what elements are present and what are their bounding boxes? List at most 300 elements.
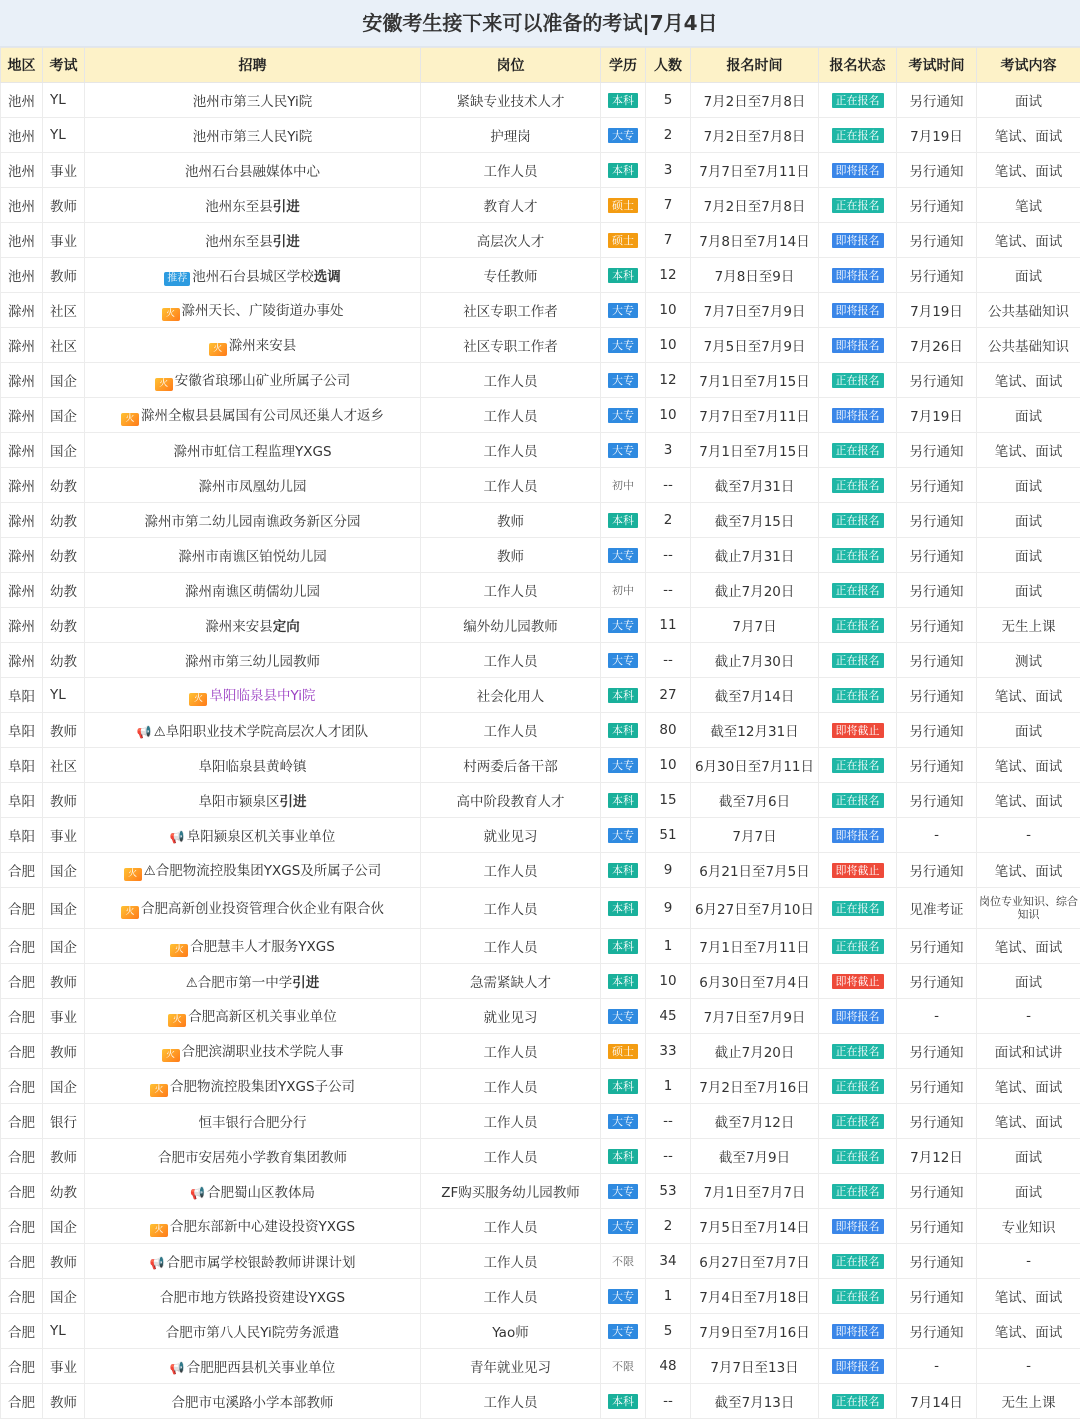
exam-type-cell: 幼教 — [43, 503, 85, 538]
signup-status-cell — [819, 1279, 897, 1314]
signup-status-cell — [819, 1139, 897, 1174]
status-badge: 即将报名 — [832, 1009, 884, 1024]
recruiter-cell — [85, 1069, 421, 1104]
region-cell: 滁州 — [1, 608, 43, 643]
table-row — [1, 293, 1080, 328]
col-exam-time-header: 考试时间 — [897, 48, 977, 83]
signup-status-cell — [819, 83, 897, 118]
recruiter-name: 合肥市安居苑小学教育集团教师 — [158, 1150, 347, 1166]
exam-time-cell: 另行通知 — [897, 678, 977, 713]
status-badge: 即将报名 — [832, 408, 884, 423]
recruiter-name: 池州石台县城区学校 — [192, 268, 314, 285]
region-cell: 合肥 — [1, 1104, 43, 1139]
signup-time-cell: 6月30日至7月11日 — [691, 748, 819, 783]
region-cell: 滁州 — [1, 573, 43, 608]
post-cell: 高中阶段教育人才 — [421, 783, 601, 818]
exam-type-cell: YL — [43, 678, 85, 713]
recruiter-name: 合肥市地方铁路投资建设YXGS — [159, 1290, 346, 1306]
status-badge: 即将截止 — [832, 723, 884, 738]
exam-time-cell: 另行通知 — [897, 223, 977, 258]
education-cell — [601, 363, 646, 398]
exam-type-cell: 幼教 — [43, 643, 85, 678]
table-row — [1, 678, 1080, 713]
table-row — [1, 1104, 1080, 1139]
signup-time-cell: 7月7日 — [691, 818, 819, 853]
signup-time-cell: 7月7日至7月11日 — [691, 153, 819, 188]
signup-time-cell: 截至7月6日 — [691, 783, 819, 818]
education-badge: 大专 — [608, 408, 638, 423]
exam-type-cell: 国企 — [43, 853, 85, 888]
count-cell: 15 — [646, 783, 691, 818]
count-cell: 7 — [646, 188, 691, 223]
table-row — [1, 468, 1080, 503]
signup-time-cell: 截止7月20日 — [691, 573, 819, 608]
count-cell: 2 — [646, 118, 691, 153]
education-cell — [601, 1349, 646, 1384]
post-cell: 教师 — [421, 538, 601, 573]
exam-time-cell: 另行通知 — [897, 748, 977, 783]
status-badge: 正在报名 — [832, 1149, 884, 1164]
count-cell: -- — [646, 1139, 691, 1174]
post-cell: 工作人员 — [421, 643, 601, 678]
recruiter-cell — [85, 999, 421, 1034]
recruiter-cell — [85, 223, 421, 258]
signup-time-cell: 6月27日至7月10日 — [691, 888, 819, 929]
hot-icon: 火 — [124, 868, 142, 881]
exam-time-cell: 另行通知 — [897, 363, 977, 398]
recruiter-cell — [85, 678, 421, 713]
exam-type-cell: YL — [43, 83, 85, 118]
recruiter-name: 阜阳临泉县黄岭镇 — [198, 759, 307, 775]
signup-time-cell: 7月2日至7月16日 — [691, 1069, 819, 1104]
exam-time-cell: 另行通知 — [897, 503, 977, 538]
post-cell: 工作人员 — [421, 1034, 601, 1069]
signup-status-cell — [819, 258, 897, 293]
exam-type-cell: 社区 — [43, 293, 85, 328]
recruiter-name: 恒丰银行合肥分行 — [198, 1115, 307, 1131]
exam-content-cell: - — [977, 999, 1080, 1034]
recruiter-name: 滁州市第二幼儿园南谯政务新区分园 — [144, 514, 361, 530]
status-badge: 正在报名 — [832, 583, 884, 598]
post-cell: 社区专职工作者 — [421, 293, 601, 328]
post-cell: 工作人员 — [421, 573, 601, 608]
col-post-header: 岗位 — [421, 48, 601, 83]
education-badge: 硕士 — [608, 233, 638, 248]
signup-status-cell — [819, 1104, 897, 1139]
signup-status-cell — [819, 1314, 897, 1349]
education-cell — [601, 929, 646, 964]
exam-time-cell: 另行通知 — [897, 783, 977, 818]
recruiter-name: 池州市第三人民Yi院 — [192, 94, 313, 110]
post-cell: 工作人员 — [421, 1104, 601, 1139]
status-badge: 正在报名 — [832, 618, 884, 633]
exam-type-cell: 社区 — [43, 748, 85, 783]
education-badge: 不限 — [612, 1255, 634, 1268]
exam-type-cell: 事业 — [43, 223, 85, 258]
recruiter-name: 池州市第三人民Yi院 — [192, 129, 313, 145]
page-title: 安徽考生接下来可以准备的考试|7月4日 — [0, 0, 1080, 47]
table-row — [1, 258, 1080, 293]
status-badge: 正在报名 — [832, 1079, 884, 1094]
hot-icon: 火 — [209, 343, 227, 356]
exam-content-cell: 岗位专业知识、综合知识 — [977, 888, 1080, 929]
table-row — [1, 643, 1080, 678]
exam-content-cell: 公共基础知识 — [977, 293, 1080, 328]
col-region-header: 地区 — [1, 48, 43, 83]
post-cell: 就业见习 — [421, 818, 601, 853]
education-cell — [601, 1244, 646, 1279]
signup-time-cell: 截至12月31日 — [691, 713, 819, 748]
exam-time-cell: - — [897, 818, 977, 853]
education-badge: 初中 — [612, 479, 634, 492]
count-cell: 10 — [646, 398, 691, 433]
region-cell: 合肥 — [1, 1209, 43, 1244]
signup-time-cell: 7月7日至7月9日 — [691, 293, 819, 328]
table-row — [1, 853, 1080, 888]
hot-icon: 火 — [121, 906, 139, 919]
signup-status-cell — [819, 153, 897, 188]
exam-time-cell: 另行通知 — [897, 608, 977, 643]
exam-time-cell: 7月19日 — [897, 118, 977, 153]
recruiter-cell — [85, 818, 421, 853]
signup-time-cell: 6月27日至7月7日 — [691, 1244, 819, 1279]
status-badge: 正在报名 — [832, 1114, 884, 1129]
table-row — [1, 1279, 1080, 1314]
region-cell: 池州 — [1, 188, 43, 223]
status-badge: 即将截止 — [832, 974, 884, 989]
exam-table — [0, 47, 1080, 1419]
recruiter-name: 合肥市属学校银龄教师讲课计划 — [166, 1255, 356, 1271]
recruiter-name: 滁州南谯区萌儒幼儿园 — [185, 584, 320, 600]
status-badge: 正在报名 — [832, 443, 884, 458]
count-cell: 27 — [646, 678, 691, 713]
recruiter-keyword: 定向 — [272, 619, 300, 635]
count-cell: 2 — [646, 1209, 691, 1244]
signup-status-cell — [819, 1244, 897, 1279]
table-row — [1, 433, 1080, 468]
education-cell — [601, 538, 646, 573]
recruiter-name: 合肥市第八人民Yi院劳务派遣 — [165, 1325, 340, 1341]
education-cell — [601, 1104, 646, 1139]
table-row — [1, 608, 1080, 643]
exam-content-cell: 笔试、面试 — [977, 153, 1080, 188]
signup-time-cell: 6月30日至7月4日 — [691, 964, 819, 999]
recruiter-cell — [85, 328, 421, 363]
exam-content-cell: 笔试、面试 — [977, 433, 1080, 468]
count-cell: 9 — [646, 853, 691, 888]
region-cell: 合肥 — [1, 1034, 43, 1069]
status-badge: 正在报名 — [832, 688, 884, 703]
status-badge: 正在报名 — [832, 901, 884, 916]
exam-time-cell: 见准考证 — [897, 888, 977, 929]
signup-status-cell — [819, 853, 897, 888]
signup-time-cell: 7月7日 — [691, 608, 819, 643]
exam-time-cell: 7月12日 — [897, 1139, 977, 1174]
status-badge: 即将截止 — [832, 863, 884, 878]
education-badge: 大专 — [608, 618, 638, 633]
count-cell: 51 — [646, 818, 691, 853]
exam-type-cell: 国企 — [43, 363, 85, 398]
exam-type-cell: 国企 — [43, 929, 85, 964]
post-cell: 就业见习 — [421, 999, 601, 1034]
exam-type-cell: YL — [43, 118, 85, 153]
region-cell: 滁州 — [1, 503, 43, 538]
exam-content-cell: 笔试、面试 — [977, 1104, 1080, 1139]
table-row — [1, 398, 1080, 433]
exam-type-cell: 教师 — [43, 258, 85, 293]
signup-time-cell: 7月1日至7月11日 — [691, 929, 819, 964]
signup-status-cell — [819, 503, 897, 538]
table-row — [1, 538, 1080, 573]
exam-type-cell: 国企 — [43, 1279, 85, 1314]
post-cell: 工作人员 — [421, 1244, 601, 1279]
education-badge: 大专 — [608, 1114, 638, 1129]
signup-status-cell — [819, 433, 897, 468]
exam-content-cell: 专业知识 — [977, 1209, 1080, 1244]
education-badge: 本科 — [608, 793, 638, 808]
post-cell: 高层次人才 — [421, 223, 601, 258]
recruiter-cell — [85, 258, 421, 293]
education-cell — [601, 1279, 646, 1314]
signup-time-cell: 7月1日至7月15日 — [691, 433, 819, 468]
count-cell: 5 — [646, 83, 691, 118]
exam-content-cell: 面试 — [977, 258, 1080, 293]
exam-time-cell: 另行通知 — [897, 83, 977, 118]
education-cell — [601, 433, 646, 468]
status-badge: 即将报名 — [832, 268, 884, 283]
col-signup-time-header: 报名时间 — [691, 48, 819, 83]
status-badge: 正在报名 — [832, 1044, 884, 1059]
signup-time-cell: 7月7日至7月11日 — [691, 398, 819, 433]
signup-status-cell — [819, 1174, 897, 1209]
signup-time-cell: 截止7月31日 — [691, 538, 819, 573]
education-badge: 大专 — [608, 1219, 638, 1234]
signup-time-cell: 截至7月14日 — [691, 678, 819, 713]
recruiter-name: 合肥市屯溪路小学本部教师 — [171, 1395, 334, 1411]
table-row — [1, 1034, 1080, 1069]
exam-content-cell: 笔试、面试 — [977, 748, 1080, 783]
region-cell: 滁州 — [1, 328, 43, 363]
region-cell: 阜阳 — [1, 748, 43, 783]
recruiter-cell — [85, 398, 421, 433]
post-cell: 工作人员 — [421, 1209, 601, 1244]
education-cell — [601, 999, 646, 1034]
education-badge: 大专 — [608, 758, 638, 773]
region-cell: 滁州 — [1, 433, 43, 468]
region-cell: 合肥 — [1, 999, 43, 1034]
hot-icon: 火 — [121, 413, 139, 426]
recruiter-cell — [85, 1174, 421, 1209]
exam-content-cell: - — [977, 818, 1080, 853]
signup-status-cell — [819, 999, 897, 1034]
recruiter-keyword: 引进 — [279, 794, 307, 810]
exam-content-cell: 笔试、面试 — [977, 363, 1080, 398]
signup-time-cell: 6月21日至7月5日 — [691, 853, 819, 888]
region-cell: 合肥 — [1, 1069, 43, 1104]
education-badge: 本科 — [608, 723, 638, 738]
post-cell: 工作人员 — [421, 929, 601, 964]
post-cell: 工作人员 — [421, 363, 601, 398]
status-badge: 正在报名 — [832, 1289, 884, 1304]
exam-time-cell: 另行通知 — [897, 643, 977, 678]
recruiter-name: 滁州市虹信工程监理YXGS — [173, 444, 332, 460]
post-cell: 社区专职工作者 — [421, 328, 601, 363]
signup-status-cell — [819, 573, 897, 608]
status-badge: 正在报名 — [832, 548, 884, 563]
count-cell: 33 — [646, 1034, 691, 1069]
exam-time-cell: 另行通知 — [897, 188, 977, 223]
hot-icon: 火 — [162, 308, 180, 321]
post-cell: 工作人员 — [421, 1069, 601, 1104]
recruiter-cell — [85, 1349, 421, 1384]
education-badge: 大专 — [608, 1289, 638, 1304]
recruiter-keyword: 引进 — [272, 234, 300, 250]
table-row — [1, 964, 1080, 999]
status-badge: 正在报名 — [832, 478, 884, 493]
exam-type-cell: 事业 — [43, 1349, 85, 1384]
megaphone-icon: 📢 — [136, 725, 152, 739]
region-cell: 合肥 — [1, 1279, 43, 1314]
exam-time-cell: 另行通知 — [897, 1244, 977, 1279]
col-count-header: 人数 — [646, 48, 691, 83]
signup-status-cell — [819, 1384, 897, 1419]
exam-time-cell: 7月19日 — [897, 293, 977, 328]
exam-type-cell: 银行 — [43, 1104, 85, 1139]
post-cell: 工作人员 — [421, 433, 601, 468]
status-badge: 正在报名 — [832, 373, 884, 388]
exam-content-cell: 面试 — [977, 398, 1080, 433]
status-badge: 正在报名 — [832, 1394, 884, 1409]
count-cell: 80 — [646, 713, 691, 748]
count-cell: 1 — [646, 929, 691, 964]
signup-time-cell: 截至7月15日 — [691, 503, 819, 538]
signup-status-cell — [819, 1349, 897, 1384]
region-cell: 滁州 — [1, 643, 43, 678]
exam-type-cell: 事业 — [43, 153, 85, 188]
exam-type-cell: YL — [43, 1314, 85, 1349]
exam-content-cell: 无生上课 — [977, 1384, 1080, 1419]
education-cell — [601, 1034, 646, 1069]
education-cell — [601, 818, 646, 853]
exam-content-cell: 笔试、面试 — [977, 223, 1080, 258]
table-header — [1, 48, 1080, 83]
education-badge: 大专 — [608, 303, 638, 318]
status-badge: 即将报名 — [832, 828, 884, 843]
exam-time-cell: 另行通知 — [897, 153, 977, 188]
status-badge: 正在报名 — [832, 1254, 884, 1269]
status-badge: 正在报名 — [832, 128, 884, 143]
education-cell — [601, 678, 646, 713]
status-badge: 即将报名 — [832, 163, 884, 178]
post-cell: 工作人员 — [421, 398, 601, 433]
post-cell: 教育人才 — [421, 188, 601, 223]
region-cell: 池州 — [1, 83, 43, 118]
signup-status-cell — [819, 538, 897, 573]
count-cell: -- — [646, 573, 691, 608]
signup-time-cell: 7月8日至7月14日 — [691, 223, 819, 258]
region-cell: 滁州 — [1, 398, 43, 433]
table-row — [1, 328, 1080, 363]
exam-type-cell: 教师 — [43, 188, 85, 223]
table-row — [1, 363, 1080, 398]
signup-status-cell — [819, 713, 897, 748]
signup-time-cell: 截止7月20日 — [691, 1034, 819, 1069]
exam-type-cell: 教师 — [43, 783, 85, 818]
hot-icon: 火 — [170, 944, 188, 957]
education-badge: 初中 — [612, 584, 634, 597]
region-cell: 合肥 — [1, 1384, 43, 1419]
education-cell — [601, 188, 646, 223]
status-badge: 正在报名 — [832, 513, 884, 528]
post-cell: 工作人员 — [421, 713, 601, 748]
exam-content-cell: 测试 — [977, 643, 1080, 678]
status-badge: 正在报名 — [832, 793, 884, 808]
region-cell: 合肥 — [1, 1139, 43, 1174]
table-row — [1, 83, 1080, 118]
region-cell: 池州 — [1, 258, 43, 293]
signup-time-cell: 7月1日至7月15日 — [691, 363, 819, 398]
exam-time-cell: 另行通知 — [897, 433, 977, 468]
exam-type-cell: 事业 — [43, 999, 85, 1034]
post-cell: 编外幼儿园教师 — [421, 608, 601, 643]
region-cell: 滁州 — [1, 363, 43, 398]
education-badge: 本科 — [608, 863, 638, 878]
status-badge: 即将报名 — [832, 1219, 884, 1234]
education-badge: 大专 — [608, 653, 638, 668]
exam-time-cell: 另行通知 — [897, 964, 977, 999]
region-cell: 合肥 — [1, 929, 43, 964]
signup-status-cell — [819, 223, 897, 258]
table-row — [1, 1209, 1080, 1244]
exam-time-cell: - — [897, 1349, 977, 1384]
count-cell: 34 — [646, 1244, 691, 1279]
signup-status-cell — [819, 1069, 897, 1104]
region-cell: 合肥 — [1, 888, 43, 929]
education-cell — [601, 1314, 646, 1349]
exam-content-cell: 笔试、面试 — [977, 853, 1080, 888]
recruiter-cell — [85, 748, 421, 783]
exam-time-cell: 另行通知 — [897, 713, 977, 748]
status-badge: 即将报名 — [832, 303, 884, 318]
hot-icon: 火 — [150, 1224, 168, 1237]
signup-time-cell: 7月8日至9日 — [691, 258, 819, 293]
signup-time-cell: 7月7日至13日 — [691, 1349, 819, 1384]
signup-time-cell: 7月5日至7月9日 — [691, 328, 819, 363]
exam-content-cell: 面试 — [977, 503, 1080, 538]
recruiter-name: 阜阳临泉县中Yi院 — [209, 688, 316, 704]
exam-content-cell: 公共基础知识 — [977, 328, 1080, 363]
education-badge: 本科 — [608, 688, 638, 703]
exam-type-cell: 社区 — [43, 328, 85, 363]
recruiter-cell — [85, 713, 421, 748]
education-badge: 本科 — [608, 268, 638, 283]
education-cell — [601, 713, 646, 748]
exam-type-cell: 国企 — [43, 1069, 85, 1104]
recruiter-name: 滁州来安县 — [205, 619, 273, 635]
region-cell: 合肥 — [1, 1174, 43, 1209]
education-cell — [601, 293, 646, 328]
exam-type-cell: 幼教 — [43, 538, 85, 573]
recruiter-name: 池州石台县融媒体中心 — [185, 164, 320, 180]
recommend-tag: 推荐 — [164, 272, 190, 286]
table-row — [1, 1174, 1080, 1209]
education-badge: 大专 — [608, 1324, 638, 1339]
exam-content-cell: 笔试、面试 — [977, 929, 1080, 964]
signup-time-cell: 7月1日至7月7日 — [691, 1174, 819, 1209]
education-cell — [601, 328, 646, 363]
education-badge: 本科 — [608, 901, 638, 916]
exam-content-cell: - — [977, 1244, 1080, 1279]
